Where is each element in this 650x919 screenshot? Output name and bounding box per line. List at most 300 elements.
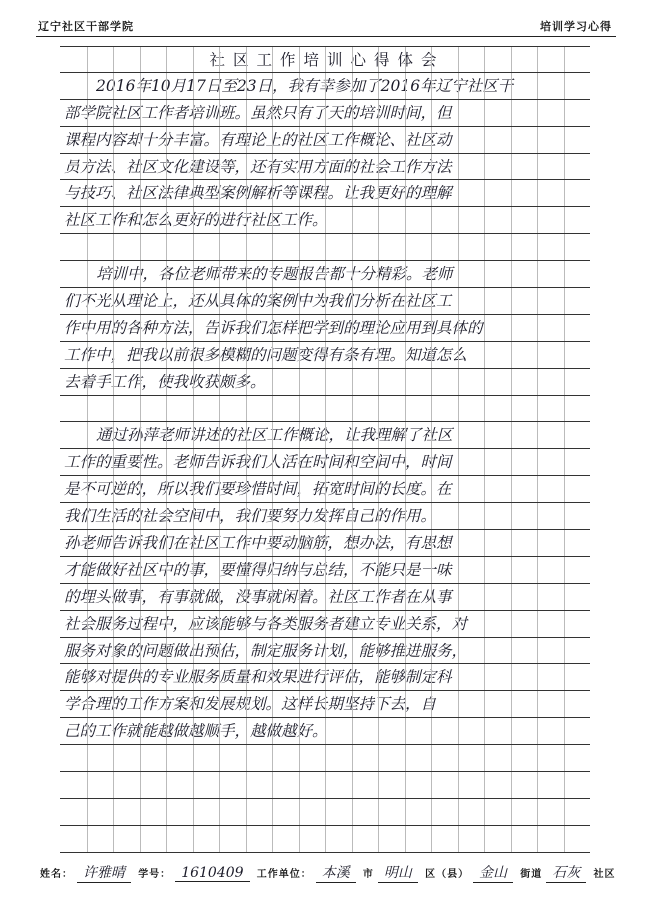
cell-divider [458,530,459,556]
town-value: 金山 [473,862,513,883]
cell-divider [378,584,379,610]
cell-divider [484,611,485,637]
cell-divider [511,369,512,395]
cell-divider [511,826,512,852]
cell-divider [246,234,247,260]
cell-divider [299,476,300,502]
cell-divider [246,100,247,126]
cell-divider [458,584,459,610]
cell-divider [431,73,432,99]
cell-divider [405,342,406,368]
cell-divider [405,261,406,287]
cell-divider [378,180,379,206]
cell-divider [537,288,538,314]
cell-divider [272,261,273,287]
cell-divider [166,342,167,368]
cell-divider [378,691,379,717]
cell-divider [378,611,379,637]
cell-divider [352,449,353,475]
cell-divider [193,691,194,717]
cell-divider [193,100,194,126]
cell-divider [484,557,485,583]
cell-divider [405,476,406,502]
cell-divider [431,638,432,664]
cell-divider [166,207,167,233]
cell-divider [325,476,326,502]
cell-divider [140,772,141,798]
cell-divider [219,799,220,825]
cell-divider [87,422,88,448]
cell-divider [325,315,326,341]
cell-divider [431,47,432,72]
cell-divider [325,180,326,206]
cell-divider [458,691,459,717]
cell-divider [431,799,432,825]
cell-divider [352,584,353,610]
cell-divider [484,584,485,610]
cell-divider [564,664,565,690]
cell-divider [564,234,565,260]
cell-divider [352,530,353,556]
cell-divider [564,342,565,368]
cell-divider [537,691,538,717]
cell-divider [193,369,194,395]
header-rule [36,36,616,37]
cell-divider [299,691,300,717]
signature-footer [40,862,620,884]
cell-divider [325,664,326,690]
cell-divider [219,369,220,395]
cell-divider [299,772,300,798]
cell-divider [87,584,88,610]
cell-divider [325,396,326,422]
cell-divider [219,449,220,475]
cell-divider [378,234,379,260]
cell-divider [511,180,512,206]
cell-divider [219,396,220,422]
cell-divider [166,180,167,206]
cell-divider [405,234,406,260]
cell-divider [405,691,406,717]
cell-divider [87,799,88,825]
cell-divider [431,611,432,637]
cell-divider [193,234,194,260]
cell-divider [246,718,247,744]
cell-divider [537,234,538,260]
cell-divider [87,369,88,395]
cell-divider [564,100,565,126]
cell-divider [325,288,326,314]
city-suffix: 市 [362,869,374,880]
cell-divider [272,611,273,637]
cell-divider [140,691,141,717]
cell-divider [219,288,220,314]
blank-line [60,772,590,799]
city-value: 本溪 [316,862,356,883]
cell-divider [246,396,247,422]
cell-divider [458,557,459,583]
cell-divider [272,584,273,610]
cell-divider [219,422,220,448]
cell-divider [325,154,326,180]
cell-divider [272,315,273,341]
cell-divider [140,638,141,664]
cell-divider [431,745,432,771]
cell-divider [405,772,406,798]
cell-divider [166,826,167,852]
cell-divider [458,826,459,852]
cell-divider [484,154,485,180]
cell-divider [166,288,167,314]
cell-divider [246,342,247,368]
cell-divider [87,691,88,717]
cell-divider [511,772,512,798]
cell-divider [352,261,353,287]
cell-divider [140,449,141,475]
cell-divider [484,718,485,744]
cell-divider [219,503,220,529]
cell-divider [484,207,485,233]
cell-divider [431,718,432,744]
cell-divider [246,180,247,206]
cell-divider [537,261,538,287]
cell-divider [325,799,326,825]
cell-divider [564,288,565,314]
cell-divider [378,73,379,99]
cell-divider [405,503,406,529]
cell-divider [299,422,300,448]
cell-divider [564,638,565,664]
cell-divider [458,234,459,260]
cell-divider [325,449,326,475]
cell-divider [431,234,432,260]
cell-divider [484,315,485,341]
cell-divider [511,315,512,341]
cell-divider [458,100,459,126]
cell-divider [272,288,273,314]
cell-divider [166,718,167,744]
cell-divider [352,180,353,206]
cell-divider [431,826,432,852]
cell-divider [405,207,406,233]
cell-divider [352,691,353,717]
cell-divider [166,261,167,287]
cell-divider [140,315,141,341]
cell-divider [219,180,220,206]
cell-divider [484,476,485,502]
cell-divider [193,772,194,798]
cell-divider [537,799,538,825]
cell-divider [166,638,167,664]
cell-divider [537,315,538,341]
cell-divider [378,127,379,153]
cell-divider [564,73,565,99]
cell-divider [299,718,300,744]
cell-divider [378,745,379,771]
cell-divider [166,369,167,395]
cell-divider [431,584,432,610]
cell-divider [113,288,114,314]
cell-divider [272,234,273,260]
cell-divider [564,691,565,717]
cell-divider [431,288,432,314]
cell-divider [511,73,512,99]
cell-divider [87,557,88,583]
cell-divider [511,718,512,744]
cell-divider [405,315,406,341]
cell-divider [378,288,379,314]
cell-divider [325,584,326,610]
cell-divider [219,127,220,153]
cell-divider [113,503,114,529]
cell-divider [484,234,485,260]
cell-divider [537,638,538,664]
cell-divider [352,234,353,260]
cell-divider [511,396,512,422]
cell-divider [87,638,88,664]
name-value: 许雅晴 [77,862,131,883]
cell-divider [113,691,114,717]
cell-divider [272,557,273,583]
cell-divider [113,342,114,368]
cell-divider [140,476,141,502]
cell-divider [219,207,220,233]
cell-divider [299,315,300,341]
cell-divider [193,422,194,448]
cell-divider [246,422,247,448]
cell-divider [272,154,273,180]
cell-divider [431,557,432,583]
cell-divider [246,127,247,153]
cell-divider [352,638,353,664]
cell-divider [299,73,300,99]
blank-line [60,396,590,423]
cell-divider [405,127,406,153]
cell-divider [87,154,88,180]
document-type: 培训学习心得 [540,20,612,33]
cell-divider [484,503,485,529]
cell-divider [537,664,538,690]
cell-divider [113,180,114,206]
essay-line: 员方法、社区文化建设等，还有实用方面的社会工作方法 [60,154,590,181]
name-label: 姓名： [40,869,73,880]
cell-divider [246,154,247,180]
cell-divider [564,396,565,422]
cell-divider [458,127,459,153]
cell-divider [352,422,353,448]
essay-line: 才能做好社区中的事，要懂得归纳与总结，不能只是一味 [60,557,590,584]
cell-divider [484,261,485,287]
cell-divider [219,100,220,126]
cell-divider [299,207,300,233]
cell-divider [378,396,379,422]
cell-divider [87,503,88,529]
cell-divider [405,422,406,448]
cell-divider [537,369,538,395]
blank-line [60,234,590,261]
cell-divider [378,100,379,126]
cell-divider [325,503,326,529]
cell-divider [272,100,273,126]
cell-divider [219,342,220,368]
cell-divider [378,154,379,180]
essay-line: 社会服务过程中，应该能够与各类服务者建立专业关系，对 [60,611,590,638]
cell-divider [219,691,220,717]
cell-divider [299,664,300,690]
cell-divider [511,799,512,825]
cell-divider [299,396,300,422]
cell-divider [246,207,247,233]
cell-divider [431,100,432,126]
cell-divider [272,396,273,422]
cell-divider [193,557,194,583]
cell-divider [166,422,167,448]
essay-line: 课程内容却十分丰富。有理论上的社区工作概论、社区动 [60,127,590,154]
cell-divider [325,745,326,771]
cell-divider [352,154,353,180]
cell-divider [511,234,512,260]
cell-divider [193,503,194,529]
cell-divider [299,503,300,529]
cell-divider [299,638,300,664]
cell-divider [325,422,326,448]
blank-line [60,826,590,853]
cell-divider [246,611,247,637]
cell-divider [458,611,459,637]
cell-divider [272,180,273,206]
cell-divider [166,772,167,798]
cell-divider [193,127,194,153]
cell-divider [484,745,485,771]
cell-divider [431,396,432,422]
essay-line: 社区工作和怎么更好的进行社区工作。 [60,207,590,234]
essay-line: 工作中，把我以前很多模糊的问题变得有条有理。知道怎么 [60,342,590,369]
town-suffix: 街道 [520,869,543,880]
cell-divider [113,745,114,771]
cell-divider [564,154,565,180]
cell-divider [166,396,167,422]
cell-divider [193,826,194,852]
essay-line: 培训中，各位老师带来的专题报告都十分精彩。老师 [60,261,590,288]
cell-divider [564,745,565,771]
cell-divider [140,342,141,368]
cell-divider [166,530,167,556]
cell-divider [246,449,247,475]
cell-divider [484,826,485,852]
cell-divider [564,47,565,72]
cell-divider [537,100,538,126]
cell-divider [511,584,512,610]
cell-divider [537,745,538,771]
district-suffix: 区（县） [425,869,470,880]
cell-divider [113,73,114,99]
cell-divider [511,691,512,717]
cell-divider [166,449,167,475]
cell-divider [299,799,300,825]
cell-divider [511,100,512,126]
cell-divider [87,315,88,341]
cell-divider [325,261,326,287]
cell-divider [564,315,565,341]
cell-divider [87,73,88,99]
cell-divider [431,315,432,341]
cell-divider [166,234,167,260]
cell-divider [87,261,88,287]
cell-divider [511,342,512,368]
cell-divider [113,449,114,475]
cell-divider [564,422,565,448]
cell-divider [193,180,194,206]
cell-divider [299,154,300,180]
cell-divider [537,449,538,475]
cell-divider [564,476,565,502]
cell-divider [325,611,326,637]
cell-divider [405,396,406,422]
cell-divider [405,47,406,72]
cell-divider [140,611,141,637]
cell-divider [484,342,485,368]
cell-divider [405,154,406,180]
cell-divider [193,154,194,180]
cell-divider [219,664,220,690]
cell-divider [405,799,406,825]
cell-divider [246,826,247,852]
cell-divider [113,315,114,341]
cell-divider [113,154,114,180]
cell-divider [113,530,114,556]
cell-divider [458,503,459,529]
cell-divider [272,745,273,771]
cell-divider [405,826,406,852]
cell-divider [564,127,565,153]
cell-divider [352,745,353,771]
cell-divider [405,369,406,395]
cell-divider [484,772,485,798]
cell-divider [87,611,88,637]
cell-divider [378,826,379,852]
cell-divider [246,288,247,314]
cell-divider [458,47,459,72]
cell-divider [87,772,88,798]
cell-divider [87,664,88,690]
cell-divider [484,73,485,99]
cell-divider [378,476,379,502]
cell-divider [405,449,406,475]
cell-divider [405,180,406,206]
cell-divider [352,503,353,529]
cell-divider [537,772,538,798]
cell-divider [511,530,512,556]
cell-divider [193,664,194,690]
essay-line: 能够对提供的专业服务质量和效果进行评估，能够制定科 [60,664,590,691]
cell-divider [299,180,300,206]
essay-line: 孙老师告诉我们在社区工作中要动脑筋，想办法，有思想 [60,530,590,557]
cell-divider [458,180,459,206]
cell-divider [166,557,167,583]
cell-divider [405,584,406,610]
cell-divider [166,315,167,341]
cell-divider [113,799,114,825]
cell-divider [511,154,512,180]
cell-divider [246,772,247,798]
cell-divider [166,691,167,717]
cell-divider [352,396,353,422]
cell-divider [458,207,459,233]
cell-divider [299,369,300,395]
cell-divider [484,180,485,206]
cell-divider [431,180,432,206]
cell-divider [140,718,141,744]
